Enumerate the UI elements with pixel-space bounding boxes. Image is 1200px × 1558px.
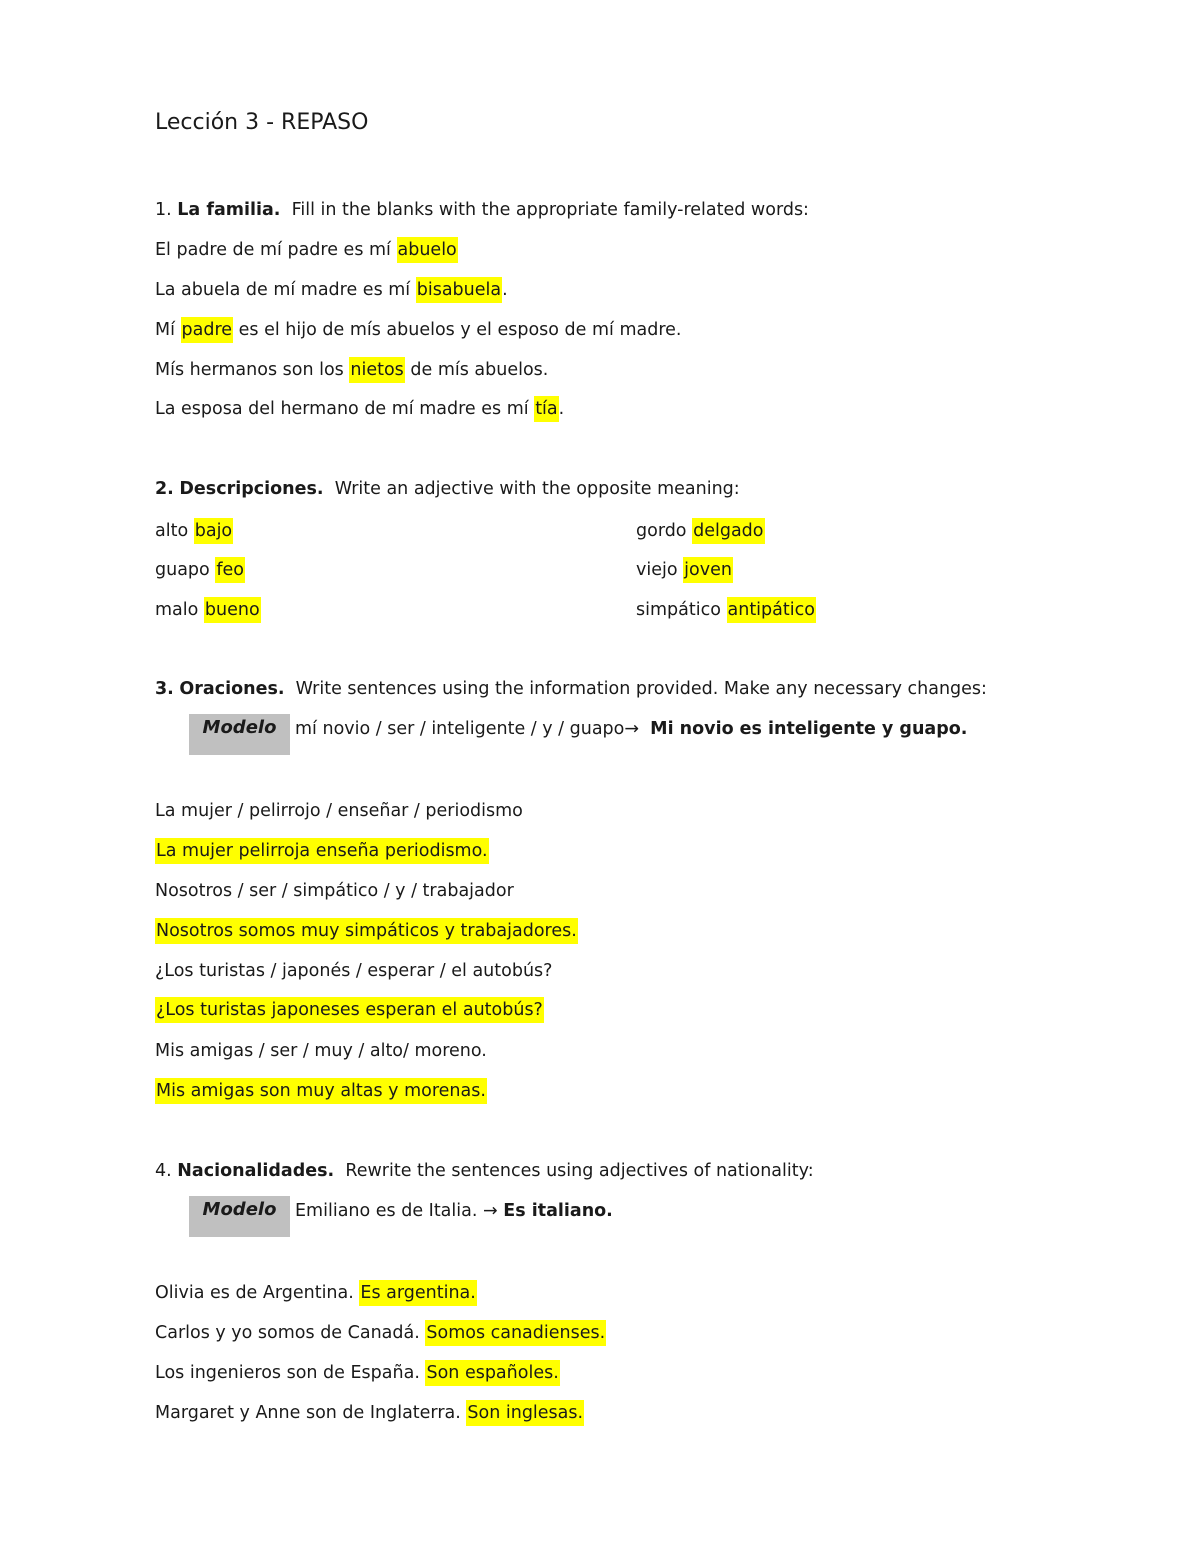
sentence-prompt: Mis amigas / ser / muy / alto/ moreno. <box>155 1041 487 1061</box>
item-text-end: es el hijo de mís abuelos y el esposo de mí madre. <box>238 320 682 340</box>
page-title: Lección 3 - REPASO <box>155 110 369 135</box>
item-text-end: . <box>558 399 565 419</box>
answer-highlight: Son españoles. <box>425 1360 559 1386</box>
model-answer: Mi novio es inteligente y guapo. <box>650 719 968 739</box>
item-text: Carlos y yo somos de Canadá. <box>155 1323 420 1343</box>
adjective-word: gordo <box>636 521 687 541</box>
nationality-item <box>155 1278 477 1308</box>
adjective-pair <box>636 555 733 585</box>
nationality-item <box>155 1358 560 1388</box>
family-item <box>155 275 508 305</box>
section-2-header <box>155 474 740 504</box>
answer-highlight: nietos <box>349 357 404 383</box>
answer-highlight: Mis amigas son muy altas y morenas. <box>155 1078 487 1104</box>
answer-highlight: abuelo <box>397 237 458 263</box>
section-number: 4. <box>155 1161 172 1181</box>
arrow-icon: → <box>624 719 640 739</box>
item-text: La abuela de mí madre es mí <box>155 280 411 300</box>
family-item <box>155 235 458 265</box>
answer-highlight: bueno <box>204 597 261 623</box>
answer-highlight: tía <box>534 396 558 422</box>
section-instructions: Rewrite the sentences using adjectives of nationality: <box>345 1161 814 1181</box>
section-number: 3. <box>155 679 174 699</box>
answer-highlight: Son inglesas. <box>466 1400 584 1426</box>
item-text: Los ingenieros son de España. <box>155 1363 420 1383</box>
model-answer: Es italiano. <box>503 1201 613 1221</box>
answer-highlight: Somos canadienses. <box>425 1320 606 1346</box>
family-item <box>155 394 564 424</box>
adjective-pair <box>636 516 765 546</box>
modelo-label: Modelo <box>189 1196 290 1237</box>
item-text-end: de mís abuelos. <box>410 360 549 380</box>
section-heading: Descripciones. <box>179 479 324 499</box>
item-text-end: . <box>502 280 508 300</box>
model-prompt: Emiliano es de Italia. <box>295 1201 478 1221</box>
section-4-header <box>155 1156 814 1186</box>
sentence-answer <box>155 836 489 866</box>
adjective-word: viejo <box>636 560 678 580</box>
section-1-header <box>155 195 809 225</box>
item-text: El padre de mí padre es mí <box>155 240 391 260</box>
adjective-pair <box>155 555 245 585</box>
section-number: 1. <box>155 200 172 220</box>
answer-highlight: delgado <box>692 518 764 544</box>
sentence-answer <box>155 1076 487 1106</box>
section-3-header <box>155 674 987 704</box>
answer-highlight: antipático <box>727 597 816 623</box>
adjective-pair <box>155 595 261 625</box>
adjective-pair <box>155 516 233 546</box>
answer-highlight: feo <box>215 557 245 583</box>
section-heading: La familia. <box>177 200 281 220</box>
adjective-word: guapo <box>155 560 210 580</box>
modelo-label: Modelo <box>189 714 290 755</box>
adjective-pair <box>636 595 816 625</box>
section-instructions: Write sentences using the information provided. Make any necessary changes: <box>295 679 987 699</box>
adjective-word: alto <box>155 521 189 541</box>
item-text: Margaret y Anne son de Inglaterra. <box>155 1403 461 1423</box>
answer-highlight: La mujer pelirroja enseña periodismo. <box>155 838 489 864</box>
item-text: Mí <box>155 320 175 340</box>
section-number: 2. <box>155 479 174 499</box>
section-heading: Nacionalidades. <box>177 1161 335 1181</box>
sentence-prompt: La mujer / pelirrojo / enseñar / periodismo <box>155 801 523 821</box>
model-example <box>295 1196 613 1226</box>
section-instructions: Fill in the blanks with the appropriate family-related words: <box>291 200 809 220</box>
answer-highlight: padre <box>181 317 234 343</box>
sentence-answer <box>155 995 544 1025</box>
answer-highlight: Nosotros somos muy simpáticos y trabajadores. <box>155 918 578 944</box>
arrow-icon: → <box>483 1201 498 1221</box>
nationality-item <box>155 1318 606 1348</box>
answer-highlight: bisabuela <box>416 277 502 303</box>
item-text: Olivia es de Argentina. <box>155 1283 354 1303</box>
item-text: La esposa del hermano de mí madre es mí <box>155 399 529 419</box>
model-prompt: mí novio / ser / inteligente / y / guapo <box>295 719 625 739</box>
answer-highlight: joven <box>683 557 733 583</box>
answer-highlight: Es argentina. <box>359 1280 476 1306</box>
answer-highlight: ¿Los turistas japoneses esperan el autobús? <box>155 997 544 1023</box>
section-heading: Oraciones. <box>179 679 285 699</box>
adjective-word: simpático <box>636 600 721 620</box>
answer-highlight: bajo <box>194 518 233 544</box>
nationality-item <box>155 1398 584 1428</box>
sentence-prompt: Nosotros / ser / simpático / y / trabajador <box>155 881 514 901</box>
sentence-prompt: ¿Los turistas / japonés / esperar / el autobús? <box>155 961 553 981</box>
model-example <box>295 714 967 744</box>
sentence-answer <box>155 916 578 946</box>
item-text: Mís hermanos son los <box>155 360 344 380</box>
adjective-word: malo <box>155 600 199 620</box>
family-item <box>155 355 548 385</box>
section-instructions: Write an adjective with the opposite meaning: <box>334 479 740 499</box>
family-item <box>155 315 681 345</box>
